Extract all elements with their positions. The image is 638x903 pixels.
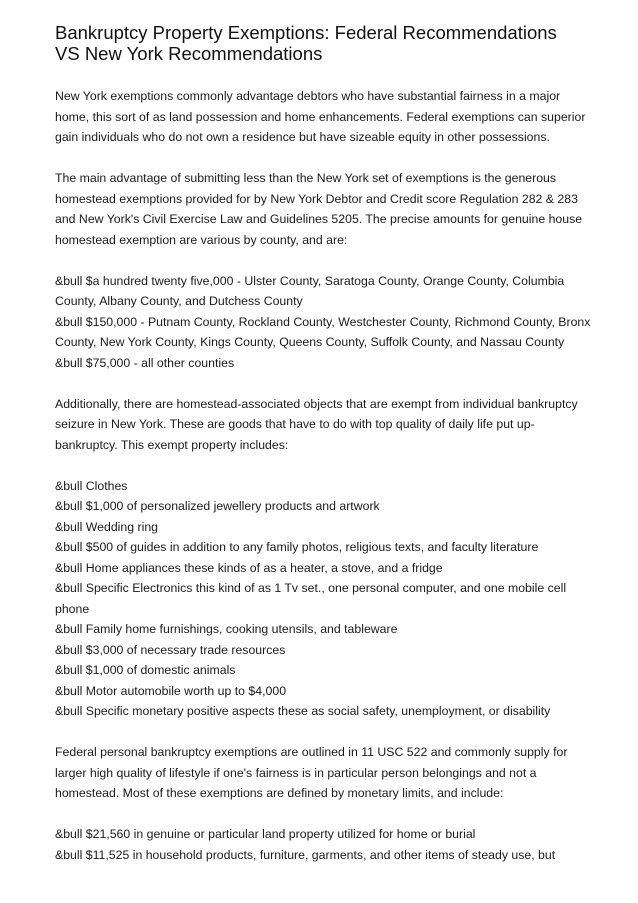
list-item: &bull $1,000 of domestic animals: [55, 663, 236, 677]
list-item: &bull $11,525 in household products, furniture, garments, and other items of steady use, but: [55, 847, 556, 862]
list-item: &bull $a hundred twenty five,000 - Ulster County, Saratoga County, Orange County, Columbia County, Albany County, and Dutchess County: [55, 273, 565, 308]
list-item: &bull $75,000 - all other counties: [55, 355, 235, 370]
paragraph-homestead: The main advantage of submitting less than the New York set of exemptions is the generous homestead exemptions provided for by New York Debtor and Credit score Regulation 282 & 283 and New York's Civil Exercise Law and Guidelines 5205. The precise amounts for genuine house homestead exemption are various by county, and are:: [55, 171, 583, 247]
exempt-property-list: [55, 476, 595, 722]
list-item: &bull Specific monetary positive aspects these as social safety, unemployment, or disability: [55, 704, 551, 718]
federal-exemption-list: [55, 824, 595, 865]
document-page: [55, 22, 595, 886]
list-item: &bull Family home furnishings, cooking utensils, and tableware: [55, 622, 398, 636]
list-item: &bull $1,000 of personalized jewellery products and artwork: [55, 499, 380, 513]
list-item: &bull Home appliances these kinds of as a heater, a stove, and a fridge: [55, 560, 443, 575]
document-title: [55, 22, 595, 64]
list-item: &bull Clothes: [55, 478, 128, 493]
paragraph-federal: Federal personal bankruptcy exemptions are outlined in 11 USC 522 and commonly supply for larger high quality of lifestyle if one's fairness is in particular person belongings and not a homestead. Most of these exemptions are defined by monetary limits, and include:: [55, 745, 568, 800]
paragraph-exempt-objects: Additionally, there are homestead-associated objects that are exempt from individual bankruptcy seizure in New York. These are goods that have to do with top quality of daily life put up-bankruptcy. This exempt property includes:: [55, 396, 578, 452]
title-line-1: Bankruptcy Property Exemptions: Federal Recommendations: [55, 22, 557, 43]
title-line-2: VS New York Recommendations: [55, 43, 323, 64]
list-item: &bull $21,560 in genuine or particular land property utilized for home or burial: [55, 827, 476, 841]
list-item: &bull Specific Electronics this kind of as 1 Tv set., one personal computer, and one mobile cell phone: [55, 581, 567, 616]
county-exemption-list: [55, 271, 595, 374]
paragraph-intro: New York exemptions commonly advantage debtors who have substantial fairness in a major home, this sort of as land possession and home enhancements. Federal exemptions can superior gain individuals who do not own a residence but have sizeable equity in other possessions.: [55, 89, 586, 144]
list-item: &bull $150,000 - Putnam County, Rockland County, Westchester County, Richmond County, Bronx County, New York County, Kings County, Queens County, Suffolk County, and Nassau County: [55, 314, 591, 349]
list-item: &bull Wedding ring: [55, 519, 158, 534]
list-item: &bull $3,000 of necessary trade resources: [55, 642, 286, 657]
list-item: &bull Motor automobile worth up to $4,000: [55, 683, 287, 698]
list-item: &bull $500 of guides in addition to any family photos, religious texts, and faculty literature: [55, 540, 539, 554]
